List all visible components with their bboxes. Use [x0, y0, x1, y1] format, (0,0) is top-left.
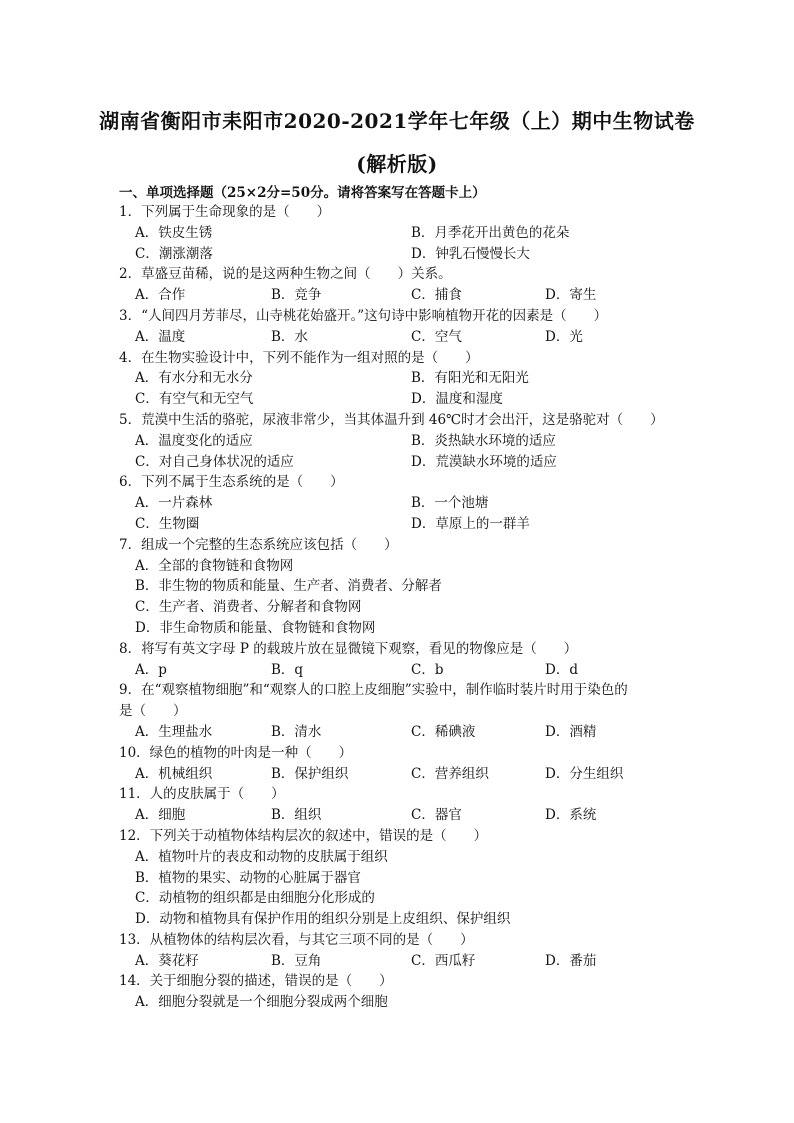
option-a: A．细胞: [135, 807, 186, 824]
question-9-options: [119, 722, 679, 743]
question-1-options-row2: [119, 244, 679, 265]
option-c: C．营养组织: [411, 765, 489, 782]
option-d: D．钟乳石慢慢长大: [411, 245, 530, 262]
question-5-options-row1: [119, 431, 679, 452]
option-b: B．清水: [271, 723, 322, 740]
question-14-option-a: [119, 992, 679, 1013]
question-11: 11．人的皮肤属于（ ）: [119, 786, 285, 803]
option-d: D．温度和湿度: [411, 391, 503, 408]
option-d: D．非生命物质和能量、食物链和食物网: [135, 619, 376, 636]
option-d: D．分生组织: [545, 765, 624, 782]
question-10-options: [119, 764, 679, 785]
question-9-continued: 是（ ）: [119, 703, 187, 720]
option-b: B．竞争: [271, 287, 322, 304]
question-5-options-row2: [119, 452, 679, 473]
option-b: B．非生物的物质和能量、生产者、消费者、分解者: [135, 578, 442, 595]
option-c: C．有空气和无空气: [135, 391, 254, 408]
question-7-option-a: [119, 556, 679, 577]
question-1: 1．下列属于生命现象的是（ ）: [119, 204, 331, 220]
option-b: B．豆角: [271, 952, 322, 969]
option-b: B．炎热缺水环境的适应: [411, 432, 556, 449]
question-12: 12．下列关于动植物体结构层次的叙述中，错误的是（ ）: [119, 827, 488, 844]
option-d: D．系统: [545, 807, 597, 824]
option-a: A．细胞分裂就是一个细胞分裂成两个细胞: [135, 994, 388, 1011]
question-10: 10．绿色的植物的叶肉是一种（ ）: [119, 744, 353, 761]
exam-subtitle: (解析版): [356, 152, 438, 176]
option-c: C．器官: [411, 807, 462, 824]
option-d: D．寄生: [545, 287, 597, 304]
question-11-options: [119, 805, 679, 826]
option-c: C．动植物的组织都是由细胞分化形成的: [135, 890, 375, 907]
question-9: 9．在“观察植物细胞”和“观察人的口腔上皮细胞”实验中，制作临时装片时用于染色的: [119, 682, 628, 699]
option-a: A．植物叶片的表皮和动物的皮肤属于组织: [135, 848, 388, 865]
option-d: D．番茄: [545, 952, 597, 969]
question-4-options-row2: [119, 389, 679, 410]
question-14: 14．关于细胞分裂的描述，错误的是（ ）: [119, 973, 393, 990]
question-4-options-row1: [119, 368, 679, 389]
option-a: A．葵花籽: [135, 952, 199, 969]
option-b: B．水: [271, 328, 308, 345]
option-c: C．捕食: [411, 287, 462, 304]
question-5: 5．荒漠中生活的骆驼，尿液非常少，当其体温升到 46℃时才会出汗，这是骆驼对（ ）: [119, 411, 664, 428]
option-d: D．荒漠缺水环境的适应: [411, 453, 557, 470]
option-a: A．全部的食物链和食物网: [135, 557, 294, 574]
question-2: 2．草盛豆苗稀，说的是这两种生物之间（ ）关系。: [119, 266, 452, 283]
option-a: A．p: [135, 661, 167, 678]
question-7-option-c: [119, 597, 679, 618]
option-c: C．对自己身体状况的适应: [135, 453, 294, 470]
option-a: A．生理盐水: [135, 723, 213, 740]
question-12-option-d: [119, 909, 679, 930]
option-c: C．西瓜籽: [411, 952, 476, 969]
option-d: D．草原上的一群羊: [411, 515, 530, 532]
option-d: D．酒精: [545, 723, 597, 740]
option-b: B．组织: [271, 807, 322, 824]
question-12-option-a: [119, 847, 679, 868]
question-list: [119, 202, 679, 1013]
question-6-options-row2: [119, 514, 679, 535]
question-8-options: [119, 660, 679, 681]
option-d: D．d: [545, 661, 578, 678]
option-c: C．生物圈: [135, 515, 200, 532]
question-12-option-b: [119, 868, 679, 889]
option-c: C．b: [411, 661, 444, 678]
question-8: 8．将写有英文字母 P 的载玻片放在显微镜下观察，看见的物像应是（ ）: [119, 640, 578, 657]
option-a: A．有水分和无水分: [135, 370, 253, 387]
option-b: B．一个池塘: [411, 495, 489, 512]
question-3: 3．“人间四月芳菲尽，山寺桃花始盛开。”这句诗中影响植物开花的因素是（ ）: [119, 307, 608, 324]
question-1-options-row1: [119, 223, 679, 244]
section-heading: 一、单项选择题（25×2分=50分。请将答案写在答题卡上）: [119, 185, 486, 201]
question-7-option-d: [119, 618, 679, 639]
question-7-option-b: [119, 576, 679, 597]
option-c: C．空气: [411, 328, 462, 345]
question-6: 6．下列不属于生态系统的是（ ）: [119, 474, 344, 491]
question-13-options: [119, 951, 679, 972]
option-d: D．动物和植物具有保护作用的组织分别是上皮组织、保护组织: [135, 911, 511, 928]
option-a: A．铁皮生锈: [135, 224, 213, 241]
option-a: A．温度: [135, 328, 186, 345]
option-a: A．合作: [135, 287, 186, 304]
option-a: A．一片森林: [135, 495, 213, 512]
option-b: B．保护组织: [271, 765, 349, 782]
option-a: A．温度变化的适应: [135, 432, 253, 449]
option-b: B．月季花开出黄色的花朵: [411, 224, 570, 241]
option-a: A．机械组织: [135, 765, 213, 782]
option-c: C．生产者、消费者、分解者和食物网: [135, 599, 362, 616]
exam-title: 湖南省衡阳市耒阳市2020-2021学年七年级（上）期中生物试卷: [99, 109, 695, 133]
option-c: C．潮涨潮落: [135, 245, 213, 262]
question-6-options-row1: [119, 493, 679, 514]
question-7: 7．组成一个完整的生态系统应该包括（ ）: [119, 536, 398, 553]
question-3-options: [119, 327, 679, 348]
option-c: C．稀碘液: [411, 723, 476, 740]
option-b: B．q: [271, 661, 304, 678]
option-b: B．有阳光和无阳光: [411, 370, 529, 387]
question-4: 4．在生物实验设计中，下列不能作为一组对照的是（ ）: [119, 349, 479, 366]
question-12-option-c: [119, 888, 679, 909]
option-d: D．光: [545, 328, 583, 345]
question-2-options: [119, 285, 679, 306]
option-b: B．植物的果实、动物的心脏属于器官: [135, 869, 361, 886]
question-13: 13．从植物体的结构层次看，与其它三项不同的是（ ）: [119, 931, 474, 948]
